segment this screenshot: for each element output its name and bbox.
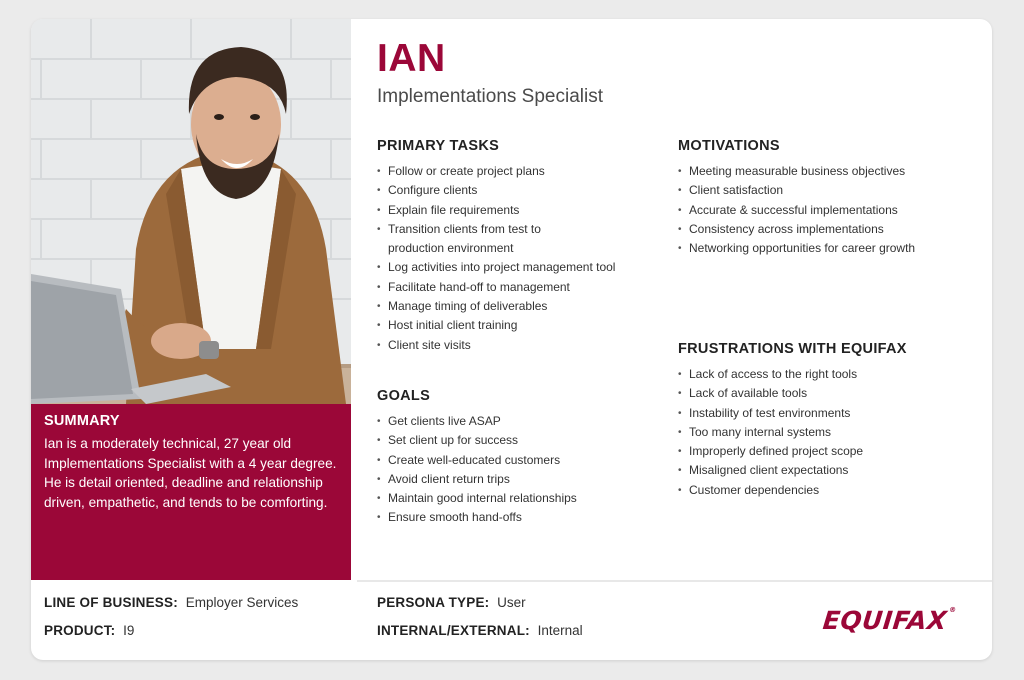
line-of-business	[44, 595, 298, 610]
list-item: • Maintain good internal relationships	[377, 489, 647, 508]
list-item: • Client satisfaction	[678, 181, 968, 200]
list-item	[377, 220, 647, 259]
persona-type-value: User	[497, 595, 526, 610]
list-item: • Meeting measurable business objectives	[678, 162, 968, 181]
persona-card	[31, 19, 992, 660]
persona-photo	[31, 19, 351, 404]
list-item: • Misaligned client expectations	[678, 461, 968, 480]
primary-tasks-section	[377, 138, 647, 355]
footer-divider	[357, 580, 992, 582]
list-item-line: production environment	[388, 241, 514, 256]
list-item: • Ensure smooth hand-offs	[377, 508, 647, 527]
registered-mark: ®	[948, 606, 957, 614]
summary-text: Ian is a moderately technical, 27 year old Implementations Specialist with a 4 year degree. He is detail oriented, deadline and relationship driven, empathetic, and tends to be comforting.	[44, 436, 337, 510]
product	[44, 623, 134, 638]
list-item: • Client site visits	[377, 336, 647, 355]
frustrations-section	[678, 341, 968, 500]
motivations-section	[678, 138, 968, 258]
list-item: • Lack of access to the right tools	[678, 365, 968, 384]
list-item: • Avoid client return trips	[377, 470, 647, 489]
list-item: • Consistency across implementations	[678, 220, 968, 239]
frustrations-heading: FRUSTRATIONS WITH EQUIFAX	[678, 341, 907, 357]
list-item: • Improperly defined project scope	[678, 442, 968, 461]
line-of-business-label: LINE OF BUSINESS:	[44, 595, 178, 610]
list-item: • Manage timing of deliverables	[377, 297, 647, 316]
product-value: I9	[123, 623, 135, 638]
list-item: • Facilitate hand-off to management	[377, 278, 647, 297]
summary-panel	[31, 404, 351, 580]
goals-heading: GOALS	[377, 388, 431, 404]
list-item: • Too many internal systems	[678, 423, 968, 442]
list-item: • Configure clients	[377, 181, 647, 200]
list-item: • Host initial client training	[377, 316, 647, 335]
persona-title: Implementations Specialist	[377, 86, 603, 107]
motivations-list	[678, 162, 968, 258]
motivations-heading: MOTIVATIONS	[678, 138, 780, 154]
list-item: • Accurate & successful implementations	[678, 201, 968, 220]
summary-heading: SUMMARY	[44, 413, 120, 429]
list-item-line: Transition clients from test to	[388, 221, 541, 236]
primary-tasks-list	[377, 162, 647, 355]
list-item: • Follow or create project plans	[377, 162, 647, 181]
list-item: • Instability of test environments	[678, 404, 968, 423]
list-item: • Log activities into project management tool	[377, 258, 647, 277]
goals-section	[377, 388, 647, 528]
list-item: • Explain file requirements	[377, 201, 647, 220]
list-item: • Customer dependencies	[678, 481, 968, 500]
primary-tasks-heading: PRIMARY TASKS	[377, 138, 500, 154]
internal-external-label: INTERNAL/EXTERNAL:	[377, 623, 530, 638]
line-of-business-value: Employer Services	[185, 595, 299, 610]
goals-list	[377, 412, 647, 528]
equifax-logo-text: EQUIFAX	[821, 606, 949, 635]
equifax-logo	[821, 606, 956, 635]
list-item: • Set client up for success	[377, 431, 647, 450]
list-item: • Networking opportunities for career growth	[678, 239, 968, 258]
persona-type	[377, 595, 526, 610]
list-item: • Create well-educated customers	[377, 451, 647, 470]
frustrations-list	[678, 365, 968, 500]
product-label: PRODUCT:	[44, 623, 116, 638]
persona-name: IAN	[377, 37, 446, 80]
list-item: • Lack of available tools	[678, 384, 968, 403]
internal-external	[377, 623, 583, 638]
internal-external-value: Internal	[537, 623, 583, 638]
list-item: • Get clients live ASAP	[377, 412, 647, 431]
persona-type-label: PERSONA TYPE:	[377, 595, 490, 610]
